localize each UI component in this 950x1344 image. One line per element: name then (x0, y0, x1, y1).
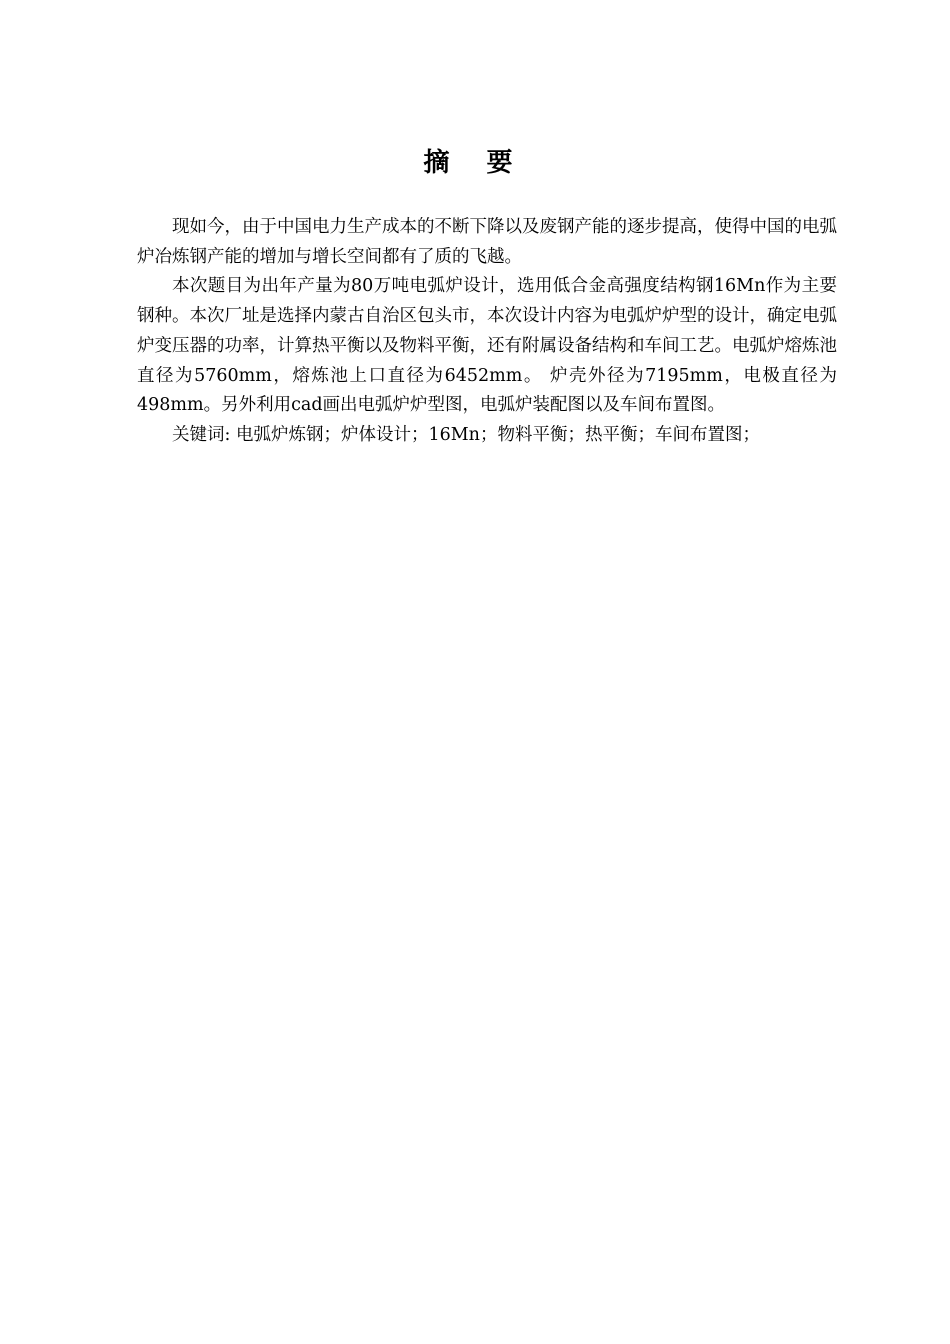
abstract-paragraph-1: 现如今，由于中国电力生产成本的不断下降以及废钢产能的逐步提高，使得中国的电弧炉冶炼钢产能的增加与增长空间都有了质的飞越。 (137, 217, 837, 267)
page-title: 摘 要 (423, 148, 527, 178)
keywords-line (137, 421, 837, 451)
abstract-paragraph-2: 本次题目为出年产量为80万吨电弧炉设计，选用低合金高强度结构钢16Mn作为主要钢种。本次厂址是选择内蒙古自治区包头市，本次设计内容为电弧炉炉型的设计，确定电弧炉变压器的功率，计算热平衡以及物料平衡，还有附属设备结构和车间工艺。电弧炉熔炼池直径为5760mm，熔炼池上口直径为6452mm。 炉壳外径为7195mm，电极直径为498mm。另外利用cad画出电弧炉炉型图，电弧炉装配图以及车间布置图。 (137, 276, 837, 416)
abstract-body (137, 213, 837, 451)
keywords-label: 关键词: (172, 424, 231, 445)
keywords-value: 电弧炉炼钢；炉体设计；16Mn；物料平衡；热平衡；车间布置图； (235, 424, 760, 445)
